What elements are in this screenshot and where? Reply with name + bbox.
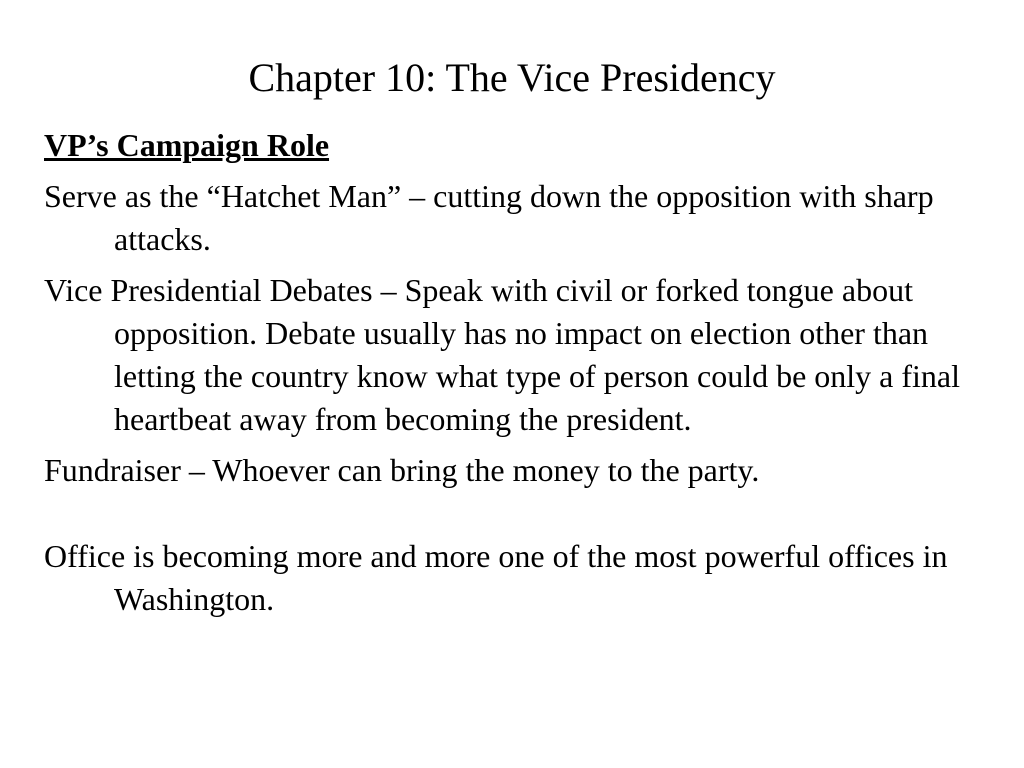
slide-title: Chapter 10: The Vice Presidency [248, 55, 776, 100]
paragraph-fundraiser: Fundraiser – Whoever can bring the money to the party. [44, 452, 760, 488]
section-heading: VP’s Campaign Role [44, 127, 330, 163]
paragraph-vp-debates: Vice Presidential Debates – Speak with civil or forked tongue about opposition. Debate usually has no impact on election other than letting the country know what type of person could be only a final heartbeat away from becoming the president. [44, 272, 961, 437]
slide-body [44, 124, 994, 629]
paragraph-office-power: Office is becoming more and more one of the most powerful offices in Washington. [44, 538, 948, 617]
paragraph-hatchet-man: Serve as the “Hatchet Man” – cutting down the opposition with sharp attacks. [44, 178, 934, 257]
